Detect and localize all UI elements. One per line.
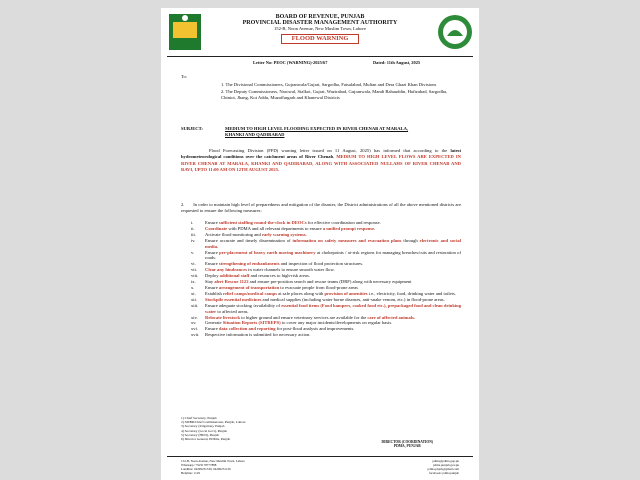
measure-segment: alert Rescue 1122 (214, 279, 249, 285)
measure-segment: i.e., electricity, food, drinking water and toilets. (367, 290, 456, 296)
measure-segment: to affected areas. (216, 308, 249, 314)
punjab-logo-icon (167, 12, 203, 52)
measure-segment: and resources to high-risk areas. (249, 273, 310, 279)
para1-text: Flood Forecasting Division (FFD) warning letter issued on 11 August, 2025) has informed that according to the (209, 148, 451, 153)
cc-list (181, 416, 245, 441)
org-name-2: PROVINCIAL DISASTER MANAGEMENT AUTHORITY (242, 20, 398, 27)
paragraph-2 (181, 202, 461, 214)
measure-number: ix. (191, 279, 196, 285)
measure-segment: Ensure (205, 249, 220, 255)
measure-segment: Deploy (205, 273, 220, 279)
measure-text (205, 303, 461, 315)
measure-number: xvii. (191, 332, 200, 338)
measure-number: x. (191, 284, 195, 290)
cc-item: 3) Secretary (Irrigation), Punjab (181, 424, 225, 429)
footer-email: pdma@pdma.gop.pk (432, 459, 459, 463)
measure-segment: and ensure pre-position search and rescue teams (DRF) along with necessary equipment (248, 279, 412, 285)
measure-text (205, 250, 461, 262)
measure-number: xv. (191, 320, 197, 326)
footer-facebook: facebook: pdma.punjab (429, 471, 459, 475)
measure-number: v. (191, 249, 195, 255)
measure-number: iv. (191, 237, 196, 243)
measure-segment: for post-flood analysis and improvements. (275, 326, 355, 332)
measure-segment: pre-placement of heavy earth moving machinery (219, 249, 316, 255)
para1-bold: latest hydrometeorological conditions over the catchment areas of River Chenab (181, 148, 461, 160)
measure-segment: information on safety measures and evacuation plans (292, 237, 402, 243)
measure-segment: essential food items (Food hampers, cooked food etc.), prepackaged food and clean drinking water (205, 302, 462, 314)
measure-text (205, 238, 461, 250)
measure-segment: through (401, 237, 420, 243)
measure-segment: Ensure accurate and timely dissemination of (205, 237, 293, 243)
measure-segment: and medical supplies (including water borne diseases, anti-snake venom, etc.) in flood-prone areas. (261, 296, 445, 302)
measure-segment: Coordinate (205, 225, 228, 231)
measure-number: xiii. (191, 302, 199, 308)
measure-text (205, 332, 461, 338)
measure-segment: provision of amenities (324, 290, 368, 296)
cc-item: 4) Secretary (Local Govt), Punjab (181, 428, 228, 433)
cc-item: 6) Director General, PDMA, Punjab (181, 437, 231, 442)
measure-segment: a unified prompt response. (322, 225, 376, 231)
subject-label: SUBJECT: (181, 126, 203, 131)
measure-item (191, 250, 461, 262)
measure-item (191, 332, 461, 338)
signature-block (382, 440, 433, 449)
para2-text: In order to maintain high level of preparedness and mitigation of the disaster, the District administrations of all the above mentioned districts are requested to ensure the following measures: (181, 202, 462, 214)
signatory-org: PDMA, PUNJAB (393, 444, 421, 449)
measure-number: xi. (191, 290, 196, 296)
measure-segment: relief camps/medical camps (223, 290, 278, 296)
measure-segment: Ensure (205, 220, 219, 225)
measure-segment: with PDMA and all relevant departments to ensure (227, 225, 323, 231)
measure-item (191, 238, 461, 250)
measure-segment: Relocate livestock (205, 314, 241, 320)
footer-whatsapp: Whatsapp: +923178777888 (181, 463, 217, 467)
header-divider (167, 56, 473, 57)
measure-number: xii. (191, 296, 197, 302)
footer-helpline: Helpline: 1129 (181, 471, 200, 475)
footer-contact-right (428, 459, 459, 475)
measure-number: xiv. (191, 314, 198, 320)
cc-item: 1) Chief Secretary, Punjab (181, 416, 217, 420)
measure-segment: in water channels to ensure smooth water flow. (247, 267, 335, 273)
measure-segment: electronic and social media. (205, 237, 461, 249)
measure-segment: early warning systems. (261, 231, 307, 237)
org-name-1: BOARD OF REVENUE, PUNJAB (275, 14, 365, 20)
document-page (161, 8, 479, 480)
footer-contact-left (181, 459, 245, 475)
measure-number: xvi. (191, 326, 199, 332)
measure-segment: additional staff (219, 273, 250, 279)
measure-segment: to higher ground and ensure veterinary services are available for the (240, 314, 368, 320)
measure-segment: data collection and reporting (218, 326, 276, 332)
measure-segment: Activate flood monitoring and (205, 231, 262, 237)
footer-landline: Landline: 04299231330, 04299231136 (181, 467, 231, 471)
measure-segment: at chokepoints / at-risk regions for managing breaches/cuts and restoration of roads. (205, 249, 461, 261)
cc-item: 5) Secretary (HUD), Punjab (181, 432, 220, 437)
measure-segment: strengthening of embankments (218, 261, 280, 267)
measure-segment: Establish (205, 290, 223, 296)
measure-segment: Stockpile essential medicines (205, 296, 262, 302)
signatory-title: DIRECTOR (COORDINATION) (381, 440, 433, 444)
flood-warning-title: FLOOD WARNING (281, 34, 360, 44)
paragraph-1 (181, 148, 461, 174)
measure-segment: to cover any major incidents/developments on regular basis. (280, 320, 393, 326)
measure-segment: sufficient staffing round-the-clock in DEOCs (218, 220, 307, 225)
measure-number: i. (191, 220, 194, 225)
measure-segment: Ensure (205, 261, 219, 267)
measures-list (191, 220, 461, 338)
measure-segment: Stay (205, 279, 215, 285)
cc-item: 2) SMBR/Chief Commissioner, Punjab, Lahore (181, 420, 246, 425)
footer-gmail: pdma.pnjab@gmail.com (427, 467, 459, 471)
footer-website: pdma.punjab.gov.pk (433, 463, 459, 467)
measure-number: viii. (191, 273, 199, 279)
letter-number: Letter No: PEOC (WARNING)-2025/67 (253, 60, 328, 65)
measure-segment: care of affected animals. (367, 314, 416, 320)
footer-divider (167, 456, 473, 457)
subject-text: MEDIUM TO HIGH LEVEL FLOODING EXPECTED IN RIVER CHENAB AT MARALA, KHANKI AND QADIRABAD (225, 126, 409, 137)
letterhead (209, 14, 431, 44)
measure-segment: Ensure (205, 284, 219, 290)
measure-segment: Ensure adequate stocking /availability of (205, 302, 282, 308)
org-address: 152-B, Noon Avenue, New Muslim Town, Lahore (273, 26, 366, 32)
recipient-item: 2. The Deputy Commissioners, Narowal, Sialkot, Gujrat, Wazirabad, Gujranwala, Mandi Bahauddin, Hafizabad, Sargodha, Chiniot, Jhang, Kot Addu, Muzaffargarh and Khanewal Districts (221, 89, 448, 100)
recipient-list (221, 82, 461, 102)
measure-segment: Situation Reports (SITREPS) (222, 320, 281, 326)
subject-line (181, 126, 461, 138)
measure-number: vi. (191, 261, 196, 267)
letter-date: Dated: 11th August, 2025 (373, 60, 421, 65)
footer-address: 152-B, Noon Avenue, New Muslim Town, Lahore (181, 459, 245, 463)
measure-segment: Generate (205, 320, 223, 326)
recipient-item: 1. The Divisional Commissioners, Gujranwala/Gujrat, Sargodha, Faisalabad, Multan and Dera Ghazi Khan Divisions (221, 82, 437, 87)
measure-segment: and inspection of flood protection structures. (279, 261, 364, 267)
measure-number: iii. (191, 231, 196, 237)
measure-segment: arrangement of transportation (218, 284, 280, 290)
measure-segment: to evacuate people from flood-prone areas (279, 284, 358, 290)
measure-number: vii. (191, 267, 197, 273)
measure-segment: Ensure (205, 326, 219, 332)
para2-number: 2. (181, 202, 185, 207)
measure-segment: Respective information is submitted for necessary action. (205, 332, 311, 338)
measure-number: ii. (191, 225, 195, 231)
measure-item (191, 303, 461, 315)
pdma-logo-icon (437, 12, 473, 52)
measure-segment: Clear any hindrances (205, 267, 248, 273)
to-label: To: (181, 74, 188, 79)
para1-comma: , (333, 154, 335, 160)
measure-segment: at safe places along with (277, 290, 325, 296)
para1-alert: MEDIUM TO HIGH LEVEL FLOWS ARE EXPECTED IN RIVER CHENAB AT MARALA, KHANKI AND QADIRABAD, ALONG WITH ASSOCIATED NULLAHS OF RIVER CHENAB AND RAVI, UPTO 11:00 AM ON 12TH AUGUST 2025. (181, 154, 461, 173)
measure-segment: for effective coordination and response. (306, 220, 381, 225)
